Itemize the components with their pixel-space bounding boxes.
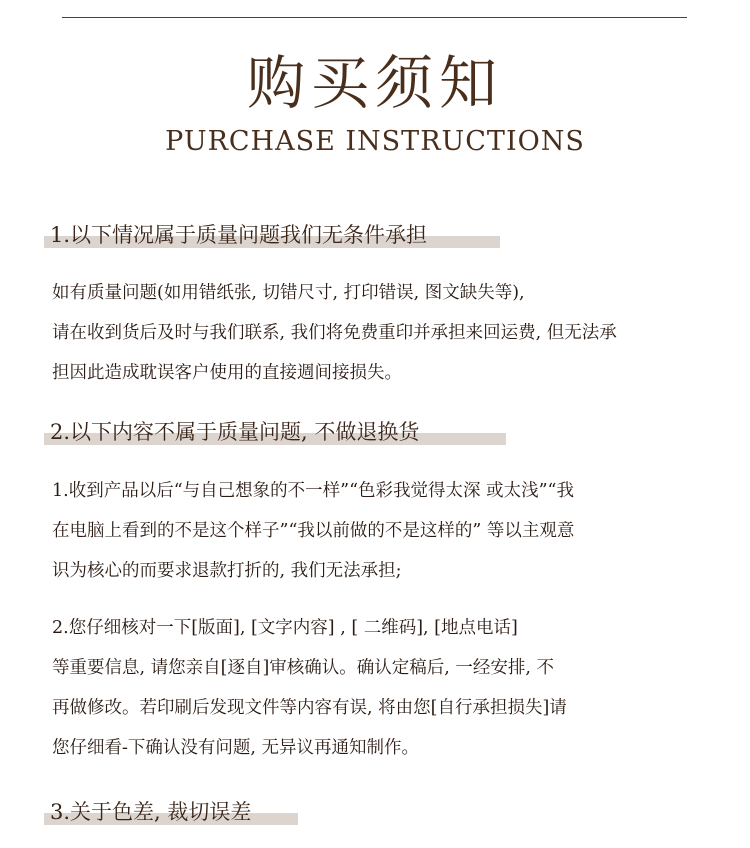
section1-heading: 1.以下情况属于质量问题我们无条件承担 xyxy=(50,223,428,247)
page-subtitle: PURCHASE INSTRUCTIONS xyxy=(165,126,585,157)
section2-para2 xyxy=(52,608,702,768)
section2-para1-line: 识为核心的而要求退款打折的, 我们无法承担; xyxy=(52,561,402,581)
section2-heading: 2.以下内容不属于质量问题, 不做退换货 xyxy=(50,420,420,444)
top-divider xyxy=(62,17,687,18)
section1-line: 如有质量问题(如用错纸张, 切错尺寸, 打印错误, 图文缺失等), xyxy=(52,283,525,303)
section2-para1-line: 1.收到产品以后“与自己想象的不一样”“色彩我觉得太深 或太浅”“我 xyxy=(52,481,574,501)
section2-para2-line: 等重要信息, 请您亲自[逐自]审核确认。确认定稿后, 一经安排, 不 xyxy=(52,658,555,678)
section1-line: 担因此造成耽误客户使用的直接週间接损失。 xyxy=(52,363,402,383)
section3-heading: 3.关于色差, 裁切误差 xyxy=(50,800,252,824)
section1-line: 请在收到货后及时与我们联系, 我们将免费重印并承担来回运费, 但无法承 xyxy=(52,323,617,343)
section2-para2-line: 2.您仔细核对一下[版面], [文字内容] , [ 二维码], [地点电话] xyxy=(52,618,518,638)
section2-para1 xyxy=(52,471,702,591)
section2-para1-line: 在电脑上看到的不是这个样子”“我以前做的不是这样的” 等以主观意 xyxy=(52,521,575,541)
section2-para2-line: 您仔细看-下确认没有问题, 无异议再通知制作。 xyxy=(52,738,420,758)
section1-body xyxy=(52,273,702,393)
page-title: 购买须知 xyxy=(246,49,503,117)
section2-para2-line: 再做修改。若印刷后发现文件等内容有误, 将由您[自行承担损失]请 xyxy=(52,698,567,718)
